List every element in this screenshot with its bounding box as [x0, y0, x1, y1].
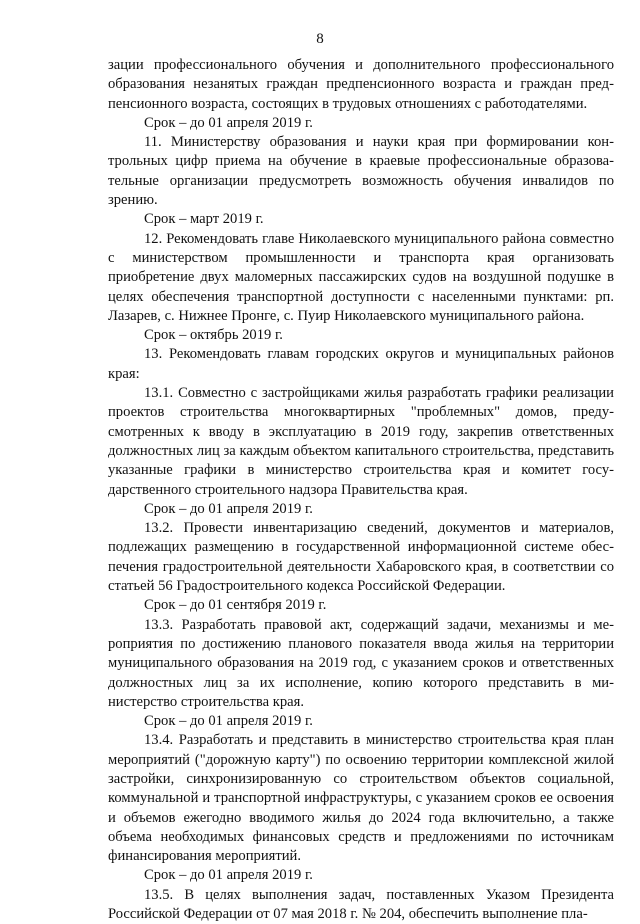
- paragraph-item-12: 12. Рекомендовать главе Николаевского муниципального района совместно с министерством промышленности и транспорта края организовать приобретение двух маломерных пассажирских судов на воздушной подушке в целях обеспечения транспортной доступности с населенными пунктами: рп. Лазарев, с. Нижнее Пронге, с. Пуир Николаевского муниципального района.: [108, 230, 614, 324]
- deadline-line: Срок – до 01 апреля 2019 г.: [144, 713, 313, 730]
- deadline-line: Срок – октябрь 2019 г.: [144, 327, 283, 344]
- deadline-line: Срок – март 2019 г.: [144, 211, 264, 228]
- paragraph-item-11: 11. Министерству образования и науки края при формировании контрольных цифр приема на обучение в краевые профессиональные образовательные организации предусмотреть возможность обучения инвалидов по зрению.: [108, 134, 614, 209]
- page-number: 8: [316, 31, 324, 47]
- paragraph-item-13-3: 13.3. Разработать правовой акт, содержащий задачи, механизмы и мероприятия по достижению планового показателя ввода жилья на территории муниципального образования на 2019 год, с указанием сроков и ответственных должностных лиц за их исполнение, копию которого представить в министерство строительства края.: [108, 616, 614, 710]
- deadline-line: Срок – до 01 апреля 2019 г.: [144, 867, 313, 884]
- paragraph-item-13-2: 13.2. Провести инвентаризацию сведений, документов и материалов, подлежащих размещению в государственной информационной системе обеспечения градостроительной деятельности Хабаровского края, в соответствии со статьей 56 Градостроительного кодекса Российской Федерации.: [108, 520, 614, 595]
- paragraph-item-13: 13. Рекомендовать главам городских округов и муниципальных районов края:: [108, 346, 614, 382]
- deadline-line: Срок – до 01 апреля 2019 г.: [144, 114, 313, 131]
- paragraph-item-13-1: 13.1. Совместно с застройщиками жилья разработать графики реализации проектов строительства многоквартирных "проблемных" домов, предусмотренных к вводу в эксплуатацию в 2019 году, закрепив ответственных должностных лиц за каждым объектом капитального строительства, представить указанные графики в министерство строительства края и комитет государственного строительного надзора Правительства края.: [108, 385, 614, 498]
- deadline-line: Срок – до 01 апреля 2019 г.: [144, 500, 313, 517]
- deadline-line: Срок – до 01 сентября 2019 г.: [144, 597, 327, 614]
- paragraph-item-13-4: 13.4. Разработать и представить в министерство строительства края план мероприятий ("дорожную карту") по освоению территории комплексной жилой застройки, синхронизированную со строительством объектов социальной, коммунальной и транспортной инфраструктуры, с указанием сроков ее освоения и объемов ежегодно вводимого жилья до 2024 года включительно, а также объема необходимых финансовых средств и предложениями по источникам финансирования мероприятий.: [108, 732, 614, 865]
- paragraph-item-13-5: 13.5. В целях выполнения задач, поставленных Указом Президента Российской Федерации от 07 мая 2018 г. № 204, обеспечить выполнение пла-: [108, 886, 614, 923]
- paragraph-continuation: зации профессионального обучения и дополнительного профессионального образования незанятых граждан предпенсионного возраста и граждан предпенсионного возраста, состоящих в трудовых отношениях с работодателями.: [108, 57, 614, 112]
- document-body: [108, 56, 614, 924]
